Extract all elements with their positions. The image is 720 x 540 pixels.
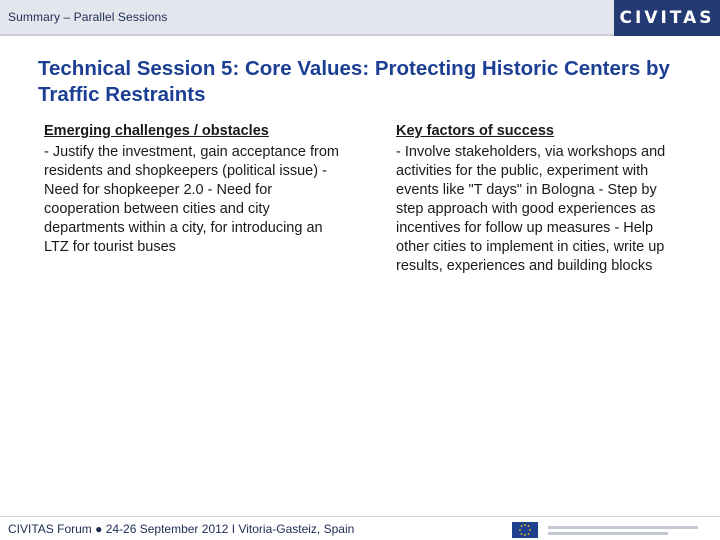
header-bar [0,0,720,36]
challenges-body: - Justify the investment, gain acceptance from residents and shopkeepers (political issue) - Need for shopkeeper 2.0 - Need for cooperation between cities and city departments within a city, for introducing an LTZ for tourist buses [44,144,339,255]
success-heading: Key factors of success [396,123,554,139]
eu-flag-icon [512,522,538,538]
slide-title: Technical Session 5: Core Values: Protecting Historic Centers by Traffic Restraints [38,57,670,106]
section-label: Summary – Parallel Sessions [8,10,168,24]
civitas-logo [614,0,720,36]
eu-logo-caption [548,526,698,535]
success-body: - Involve stakeholders, via workshops and activities for the public, experiment with events like "T days" in Bologna - Step by step approach with good experiences as incentives for follow up measures - Help other cities to implement in cities, write up results, experiences and building blocks [396,144,666,274]
footer-text: CIVITAS Forum ● 24-26 September 2012 I Vitoria-Gasteiz, Spain [8,522,355,536]
footer-eu-logo [512,520,720,540]
logo-text: CIVITAS [619,8,715,28]
footer-divider [0,516,720,517]
challenges-column [44,122,344,257]
challenges-heading: Emerging challenges / obstacles [44,123,269,139]
success-column [396,122,676,276]
